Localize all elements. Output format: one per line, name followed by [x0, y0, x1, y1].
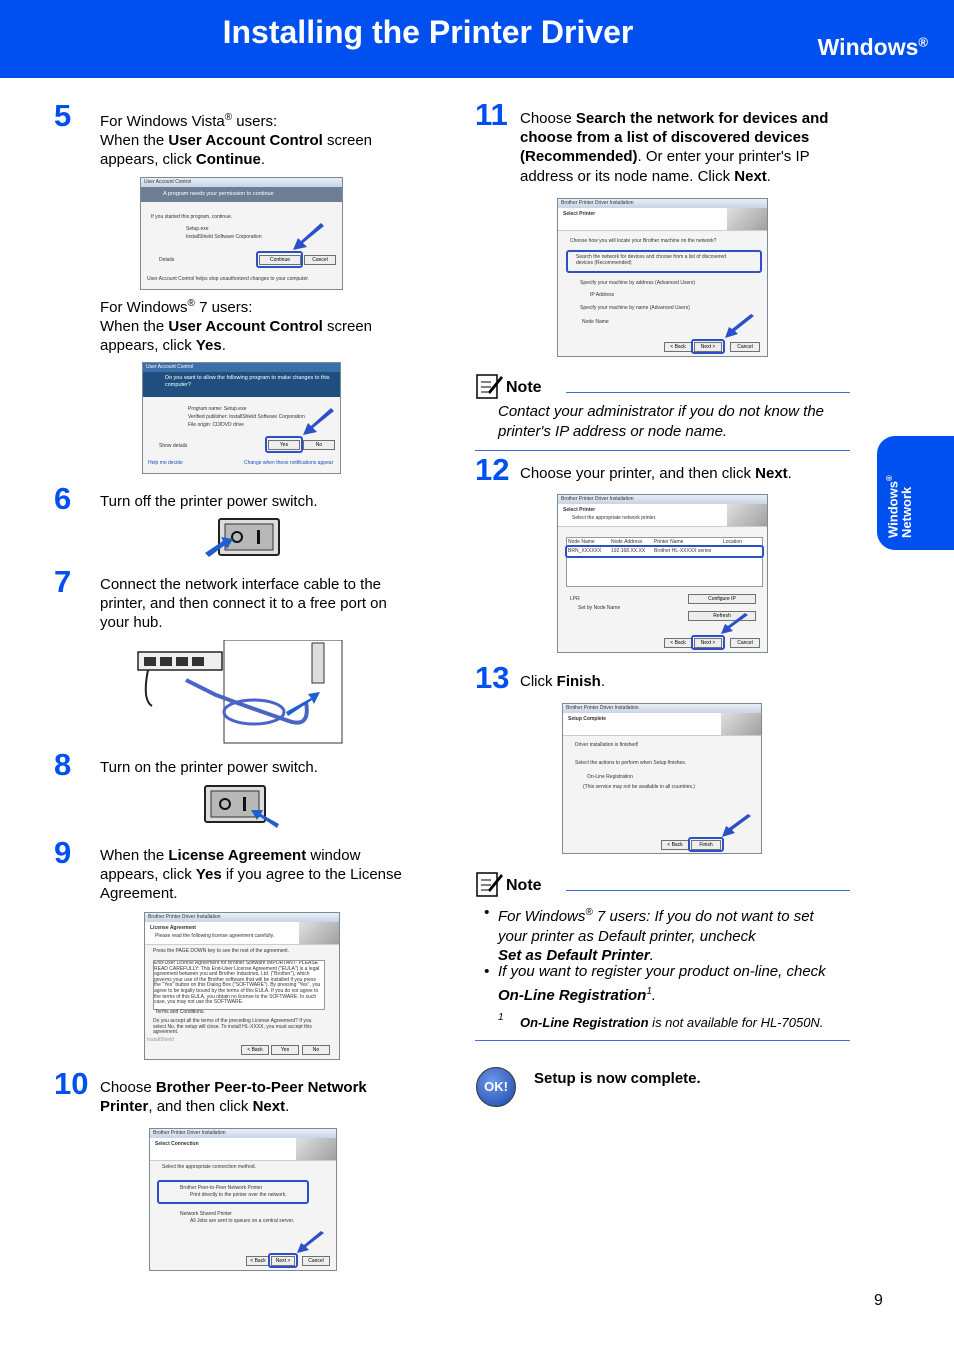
- choose-printer-head: Select Printer: [563, 507, 596, 513]
- license-back-button: < Back: [241, 1045, 269, 1055]
- arrow-icon: [301, 408, 336, 438]
- os-label: Windows®: [817, 34, 928, 60]
- choose-printer-set-node: Set by Node Name: [578, 605, 621, 611]
- uac-vista-footer: User Account Control helps stop unauthorized changes to your computer.: [147, 276, 310, 282]
- license-accept: Do you accept all the terms of the preceding License Agreement? If you select No, the setup will close. To install HL-XXXX, you must accept this agreement.: [153, 1018, 312, 1036]
- choose-printer-sub: Select the appropriate network printer.: [572, 515, 657, 521]
- license-body: End-User License Agreement for Brother Software IMPORTANT- PLEASE READ CAREFULLY: This End-User License Agreement ("EULA") is a legal agreement between you and Brother Industries, Ltd. ("Brother"), which governs your use of the Brother software that will be installed if you press the "Yes" button on this Dialog Box ("SOFTWARE"). By pressing "Yes", you agree to be legally bound by the terms of this EULA. If you do not agree to the terms of this EULA, you obtain no license to the SOFTWARE. In such case, you may not use the SOFTWARE.: [153, 960, 325, 1010]
- choose-printer-config-button: Configure IP: [688, 594, 756, 604]
- connection-back-button: < Back: [246, 1256, 270, 1266]
- select-printer-next-button: Next >: [694, 342, 722, 352]
- choose-printer-col-printer-name: Printer Name: [654, 539, 684, 545]
- step-9-number: 9: [54, 835, 72, 870]
- uac-win7-row3: File origin: CD/DVD drive: [188, 422, 244, 428]
- page-number: 9: [874, 1292, 883, 1309]
- license-yes-button: Yes: [271, 1045, 299, 1055]
- connection-opt1-desc: Print directly to the printer over the network.: [190, 1192, 287, 1198]
- uac-vista-continue-button: Continue: [259, 255, 301, 265]
- choose-printer-col-location: Location: [723, 539, 742, 545]
- finish-head: Setup Complete: [568, 716, 607, 722]
- choose-printer-screenshot: [557, 494, 768, 653]
- section-side-tab: [877, 436, 954, 550]
- select-printer-node-label: Node Name: [582, 319, 609, 325]
- license-head: License Agreement: [150, 925, 196, 931]
- uac-win7-details: Show details: [159, 443, 188, 449]
- choose-printer-row-printer: Brother HL-XXXXX series: [654, 548, 712, 554]
- step-12-text: Choose your printer, and then click Next.: [520, 465, 792, 482]
- note2-bullet1: For Windows® 7 users: If you do not want to set your printer as Default printer, uncheck Set as Default Printer.: [498, 907, 814, 964]
- select-printer-cancel-button: Cancel: [730, 342, 760, 352]
- select-printer-method-screenshot: [557, 198, 768, 357]
- note1-label: Note: [506, 379, 542, 396]
- arrow-icon: [721, 814, 753, 840]
- arrow-icon: [291, 223, 326, 253]
- uac-win7-screenshot: [142, 362, 341, 474]
- power-switch-off-icon: [203, 517, 281, 557]
- uac-vista-screenshot: [140, 177, 343, 290]
- connection-next-highlight: [268, 1253, 298, 1268]
- select-printer-option3: Specify your machine by name (Advanced Users): [580, 305, 690, 311]
- note2-bullet1-marker: •: [484, 904, 490, 921]
- step-9-text: When the License Agreement window appears, click Yes if you agree to the License Agreement.: [100, 847, 402, 903]
- arrow-icon: [296, 1231, 326, 1256]
- uac-vista-banner: A program needs your permission to continue: [141, 187, 342, 202]
- connection-titlebar: Brother Printer Driver Installation: [150, 1129, 336, 1138]
- uac-vista-cancel-button: Cancel: [304, 255, 336, 265]
- note2-bullet2: If you want to register your product on-line, check On-Line Registration$^1$.: [498, 963, 826, 1004]
- select-printer-back-button: < Back: [664, 342, 692, 352]
- network-cable-illustration: [136, 640, 344, 744]
- connection-sub: Select the appropriate connection method.: [162, 1164, 256, 1170]
- select-printer-question: Choose how you will locate your Brother machine on the network?: [570, 238, 717, 244]
- connection-head: Select Connection: [155, 1141, 199, 1147]
- note-pencil-icon: [476, 372, 504, 400]
- license-sub: Please read the following license agreement carefully.: [155, 933, 275, 939]
- step-5-win7-text: For Windows® 7 users: When the User Account Control screen appears, click Yes.: [100, 298, 373, 355]
- connection-opt2: Network Shared Printer: [180, 1211, 232, 1217]
- step-11-text: Choose Search the network for devices and choose from a list of discovered devices (Recommended). Or enter your printer's IP address or its node name. Click Next.: [520, 110, 829, 185]
- page-title: Installing the Printer Driver: [222, 14, 634, 50]
- choose-printer-cancel-button: Cancel: [730, 638, 760, 648]
- choose-printer-next-highlight: [691, 635, 725, 650]
- license-no-button: No: [302, 1045, 330, 1055]
- choose-printer-back-button: < Back: [664, 638, 692, 648]
- select-printer-highlight: [566, 250, 762, 273]
- connection-cancel-button: Cancel: [302, 1256, 330, 1266]
- step-11-number: 11: [475, 97, 508, 132]
- arrow-icon: [720, 613, 750, 637]
- step-10-text: Choose Brother Peer-to-Peer Network Printer, and then click Next.: [100, 1079, 367, 1116]
- step-6-text: Turn off the printer power switch.: [100, 493, 318, 510]
- finish-titlebar: Brother Printer Driver Installation: [563, 704, 761, 713]
- uac-win7-highlight: [265, 436, 303, 453]
- choose-printer-row-node: BRN_XXXXXX: [568, 548, 602, 554]
- select-printer-titlebar: Brother Printer Driver Installation: [558, 199, 767, 208]
- step-7-number: 7: [54, 564, 72, 599]
- step-8-text: Turn on the printer power switch.: [100, 759, 318, 776]
- step-6-number: 6: [54, 481, 72, 516]
- uac-vista-program: Setup.exe: [186, 226, 209, 232]
- choose-printer-row-highlight: [565, 545, 764, 558]
- uac-vista-highlight: [256, 251, 303, 268]
- footnote-marker: 1: [498, 1012, 504, 1023]
- select-printer-option2: Specify your machine by address (Advanced Users): [580, 280, 696, 286]
- uac-win7-row2: Verified publisher: InstallShield Software Corporation: [188, 414, 305, 420]
- step-13-number: 13: [475, 660, 510, 695]
- note1-text: Contact your administrator if you do not know the printer's IP address or node name.: [498, 403, 825, 440]
- step-7-text: Connect the network interface cable to the printer, and then connect it to a free port on your hub.: [100, 576, 387, 632]
- step-5-number: 5: [54, 98, 72, 133]
- choose-printer-lpr: LPR: [570, 596, 580, 602]
- choose-printer-titlebar: Brother Printer Driver Installation: [558, 495, 767, 504]
- setup-complete-screenshot: [562, 703, 762, 854]
- select-printer-ip-label: IP Address: [590, 292, 615, 298]
- connection-opt2-desc: All Jobs are sent to queues on a central server.: [190, 1218, 295, 1224]
- arrow-icon: [724, 314, 756, 341]
- license-pgdn: Press the PAGE DOWN key to see the rest of the agreement.: [153, 948, 290, 954]
- note2-bullet2-marker: •: [484, 963, 490, 980]
- uac-vista-started: If you started this program, continue.: [151, 214, 233, 220]
- connection-next-button: Next >: [271, 1256, 295, 1266]
- finish-finish-button: Finish: [691, 840, 721, 850]
- select-printer-option1: Search the network for devices and choose from a list of discovered devices (Recommended): [576, 254, 727, 266]
- step-12-number: 12: [475, 452, 510, 487]
- choose-printer-refresh-button: Refresh: [688, 611, 756, 621]
- finish-line2: Select the actions to perform when Setup finishes.: [575, 760, 687, 766]
- select-connection-screenshot: [149, 1128, 337, 1271]
- note2-bottom-rule: [475, 1040, 850, 1041]
- license-titlebar: Brother Printer Driver Installation: [145, 913, 339, 922]
- footnote-text: On-Line Registration is not available for HL-7050N.: [520, 1015, 824, 1030]
- uac-vista-publisher: InstallShield Software Corporation: [186, 234, 262, 240]
- uac-win7-help-link: Help me decide: [148, 460, 183, 466]
- uac-win7-banner: Do you want to allow the following program to make changes to this computer?: [143, 372, 340, 397]
- uac-win7-row1: Program name: Setup.exe: [188, 406, 247, 412]
- license-agreement-screenshot: [144, 912, 340, 1060]
- license-terms: Terms and Conditions.: [155, 1009, 205, 1015]
- power-switch-on-icon: [203, 784, 281, 830]
- uac-vista-details: Details: [159, 257, 175, 263]
- finish-back-button: < Back: [661, 840, 689, 850]
- uac-win7-no-button: No: [303, 440, 335, 450]
- select-printer-next-highlight: [691, 339, 725, 354]
- uac-vista-titlebar: User Account Control: [141, 178, 342, 187]
- choose-printer-row-address: 192.168.XX.XX: [611, 548, 646, 554]
- step-13-text: Click Finish.: [520, 673, 606, 690]
- choose-printer-col-node-name: Node Name: [568, 539, 595, 545]
- finish-line4: (This service may not be available in all countries.): [583, 784, 695, 790]
- setup-complete-text: Setup is now complete.: [534, 1070, 701, 1087]
- uac-win7-yes-button: Yes: [268, 440, 300, 450]
- select-printer-head: Select Printer: [563, 211, 596, 217]
- step-8-number: 8: [54, 747, 72, 782]
- uac-win7-change-link: Change when these notifications appear: [244, 460, 334, 466]
- note1-top-rule: [566, 392, 850, 393]
- note2-label: Note: [506, 877, 542, 894]
- note2-top-rule: [566, 890, 850, 891]
- note1-bottom-rule: [475, 450, 850, 451]
- connection-opt1: Brother Peer-to-Peer Network Printer: [180, 1185, 263, 1191]
- choose-printer-next-button: Next >: [694, 638, 722, 648]
- note-pencil-icon: [476, 870, 504, 898]
- uac-win7-titlebar: User Account Control: [143, 363, 340, 372]
- ok-badge: OK!: [476, 1067, 516, 1107]
- connection-highlight: [157, 1180, 309, 1204]
- step-10-number: 10: [54, 1066, 89, 1101]
- step-5-text: For Windows Vista® users: When the User Account Control screen appears, click Continue.: [100, 112, 373, 169]
- finish-line1: Driver installation is finished!: [575, 742, 639, 748]
- choose-printer-col-node-address: Node Address: [611, 539, 643, 545]
- finish-online-registration: On-Line Registration: [587, 774, 633, 780]
- license-installshield: InstallShield: [147, 1037, 174, 1043]
- finish-highlight: [688, 837, 724, 852]
- side-tab-label: Windows® Network: [885, 475, 915, 538]
